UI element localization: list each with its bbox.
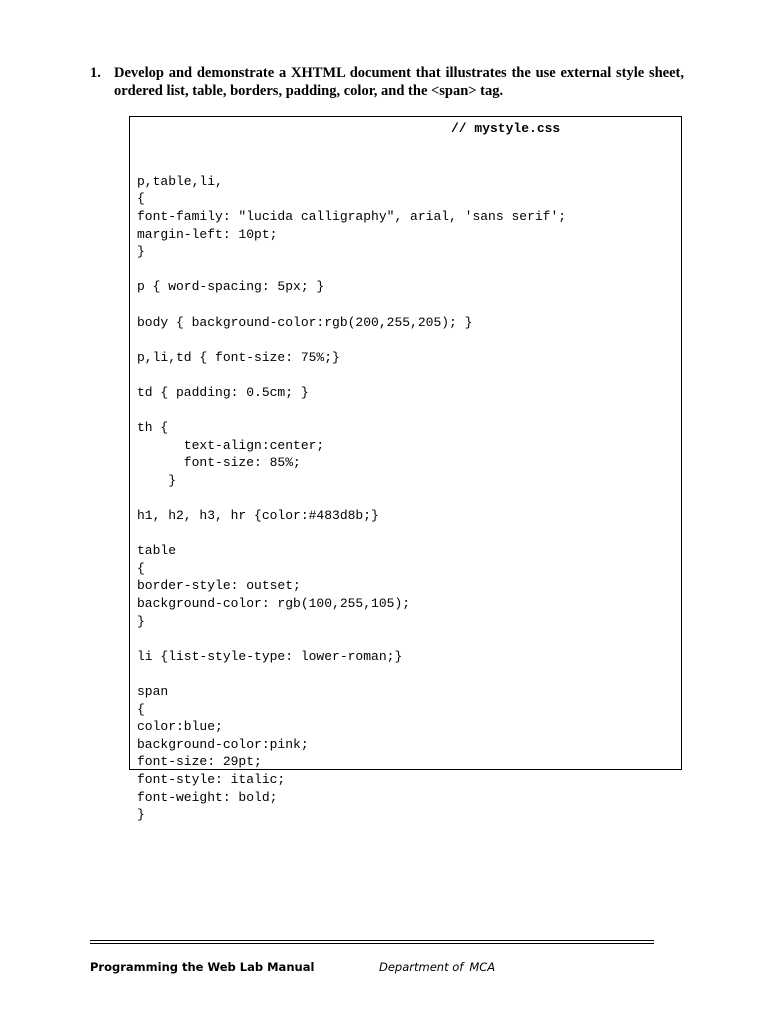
code-line: color:blue;: [137, 719, 223, 735]
code-file-comment: // mystyle.css: [451, 121, 561, 136]
code-line: }: [137, 613, 145, 629]
code-line: text-align:center;: [137, 437, 325, 453]
footer-department-name: MCA: [469, 960, 496, 974]
code-line: font-size: 29pt;: [137, 754, 262, 770]
code-line: [137, 489, 566, 507]
code-line: [137, 525, 566, 543]
code-line: font-weight: bold;: [137, 789, 278, 805]
code-line: p { word-spacing: 5px; }: [137, 279, 325, 295]
code-line: span: [137, 684, 169, 699]
code-line: }: [137, 244, 145, 260]
code-line: {: [137, 560, 145, 576]
code-line: [137, 366, 566, 384]
code-line: [137, 331, 566, 349]
code-listing-box: [129, 116, 682, 823]
question: [90, 64, 684, 100]
code-line: body { background-color:rgb(200,255,205); }: [137, 314, 473, 330]
code-line: td { padding: 0.5cm; }: [137, 384, 309, 400]
code-line: }: [137, 472, 177, 488]
question-text: Develop and demonstrate a XHTML document that illustrates the use external style sheet, ordered list, table, borders, padding, color, and the <span> tag.: [114, 65, 684, 99]
footer-rule-top: [90, 940, 654, 941]
code-line: font-size: 85%;: [137, 455, 301, 471]
code-line: background-color: rgb(100,255,105);: [137, 596, 411, 612]
code-line: [137, 296, 566, 314]
code-line: font-style: italic;: [137, 771, 286, 787]
code-line: p,li,td { font-size: 75%;}: [137, 349, 340, 365]
code-line: background-color:pink;: [137, 736, 309, 752]
code-line: font-family: "lucida calligraphy", arial, 'sans serif';: [137, 208, 567, 224]
footer-department-prefix: Department of: [379, 960, 464, 974]
code-line: p,table,li,: [137, 173, 223, 189]
footer-manual-title: Programming the Web Lab Manual: [90, 960, 315, 974]
code-line: th {: [137, 420, 169, 436]
question-number: 1.: [90, 65, 101, 81]
code-line: {: [137, 701, 145, 717]
code-line: [137, 261, 566, 279]
code-line: h1, h2, h3, hr {color:#483d8b;}: [137, 508, 379, 524]
code-line: [137, 630, 566, 648]
code-line: border-style: outset;: [137, 578, 301, 594]
code-line: margin-left: 10pt;: [137, 226, 278, 242]
code-listing: [137, 120, 566, 824]
code-line: li {list-style-type: lower-roman;}: [137, 648, 403, 664]
code-line: [137, 402, 566, 420]
code-line: }: [137, 807, 145, 823]
footer-department: [379, 960, 495, 974]
code-line: {: [137, 191, 145, 207]
code-line: [137, 665, 566, 683]
footer-rule-bottom: [90, 943, 654, 944]
code-line: table: [137, 543, 177, 559]
